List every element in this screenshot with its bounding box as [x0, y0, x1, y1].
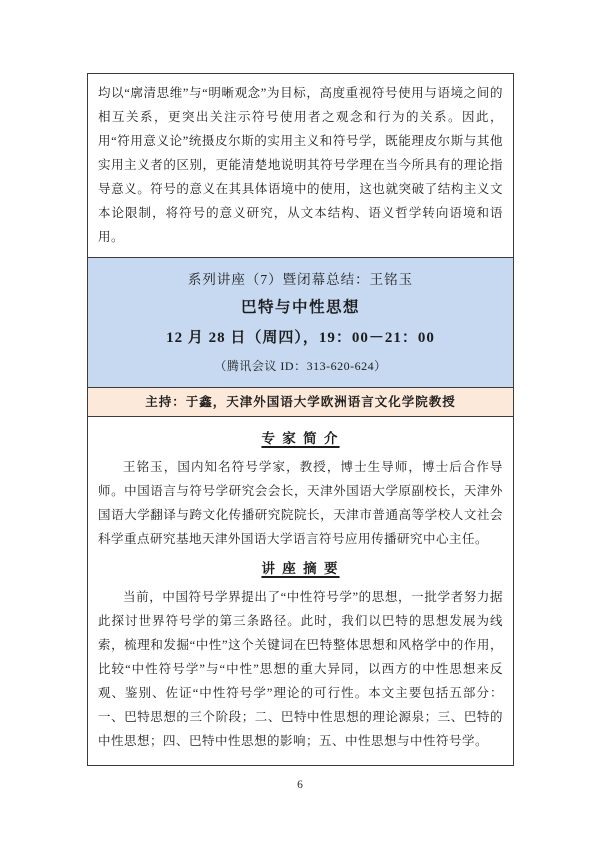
expert-profile-text: 王铭玉，国内知名符号学家，教授，博士生导师，博士后合作导师。中国语言与符号学研究会会长，天津外国语大学原副校长，天津外国语大学翻译与跨文化传播研究院院长，天津市普通高等学校人文社会科学重点研究基地天津外国语大学语言符号应用传播研究中心主任。 [98, 460, 503, 546]
lecture-banner [88, 258, 513, 388]
lecture-notice-table [87, 73, 514, 766]
expert-profile-heading: 专 家 简 介 [261, 431, 340, 446]
lecture-series-line: 系列讲座（7）暨闭幕总结：王铭玉 [187, 272, 414, 287]
lecture-abstract-heading: 讲 座 摘 要 [261, 561, 340, 576]
intro-paragraph-cell [88, 74, 513, 258]
lecture-abstract-text: 当前，中国符号学界提出了“中性符号学”的思想，一批学者努力据此探讨世界符号学的第三条路径。此时，我们以巴特的思想发展为线索，梳理和发掘“中性”这个关键词在巴特整体思想和风格学中的作用，比较“中性符号学”与“中性”思想的重大异同，以西方的中性思想来反观、鉴别、佐证“中性符号学”理论的可行性。本文主要包括五部分：一、巴特思想的三个阶段；二、巴特中性思想的理论源泉；三、巴特的中性思想；四、巴特中性思想的影响；五、中性思想与中性符号学。 [98, 590, 503, 748]
intro-paragraph-text: 均以“廓清思维”与“明晰观念”为目标，高度重视符号使用与语境之间的相互关系，更突出关注示符号使用者之观念和行为的关系。因此，用“符用意义论”统摄皮尔斯的实用主义和符号学，既能理皮尔斯与其他实用主义者的区别，更能清楚地说明其符号学理在当今所具有的理论指导意义。符号的意义在其具体语境中的使用，这也就突破了结构主义文本论限制，将符号的意义研究，从文本结构、语义哲学转向语境和语用。 [98, 86, 503, 244]
meeting-id-line: （腾讯会议 ID：313-620-624） [214, 359, 387, 373]
host-line: 主持：于鑫，天津外国语大学欧洲语言文化学院教授 [145, 395, 456, 409]
details-cell [88, 417, 513, 765]
host-cell [88, 388, 513, 417]
page-number: 6 [297, 779, 303, 791]
lecture-datetime: 12 月 28 日（周四），19：00－21：00 [166, 330, 435, 346]
lecture-title: 巴特与中性思想 [240, 299, 360, 316]
